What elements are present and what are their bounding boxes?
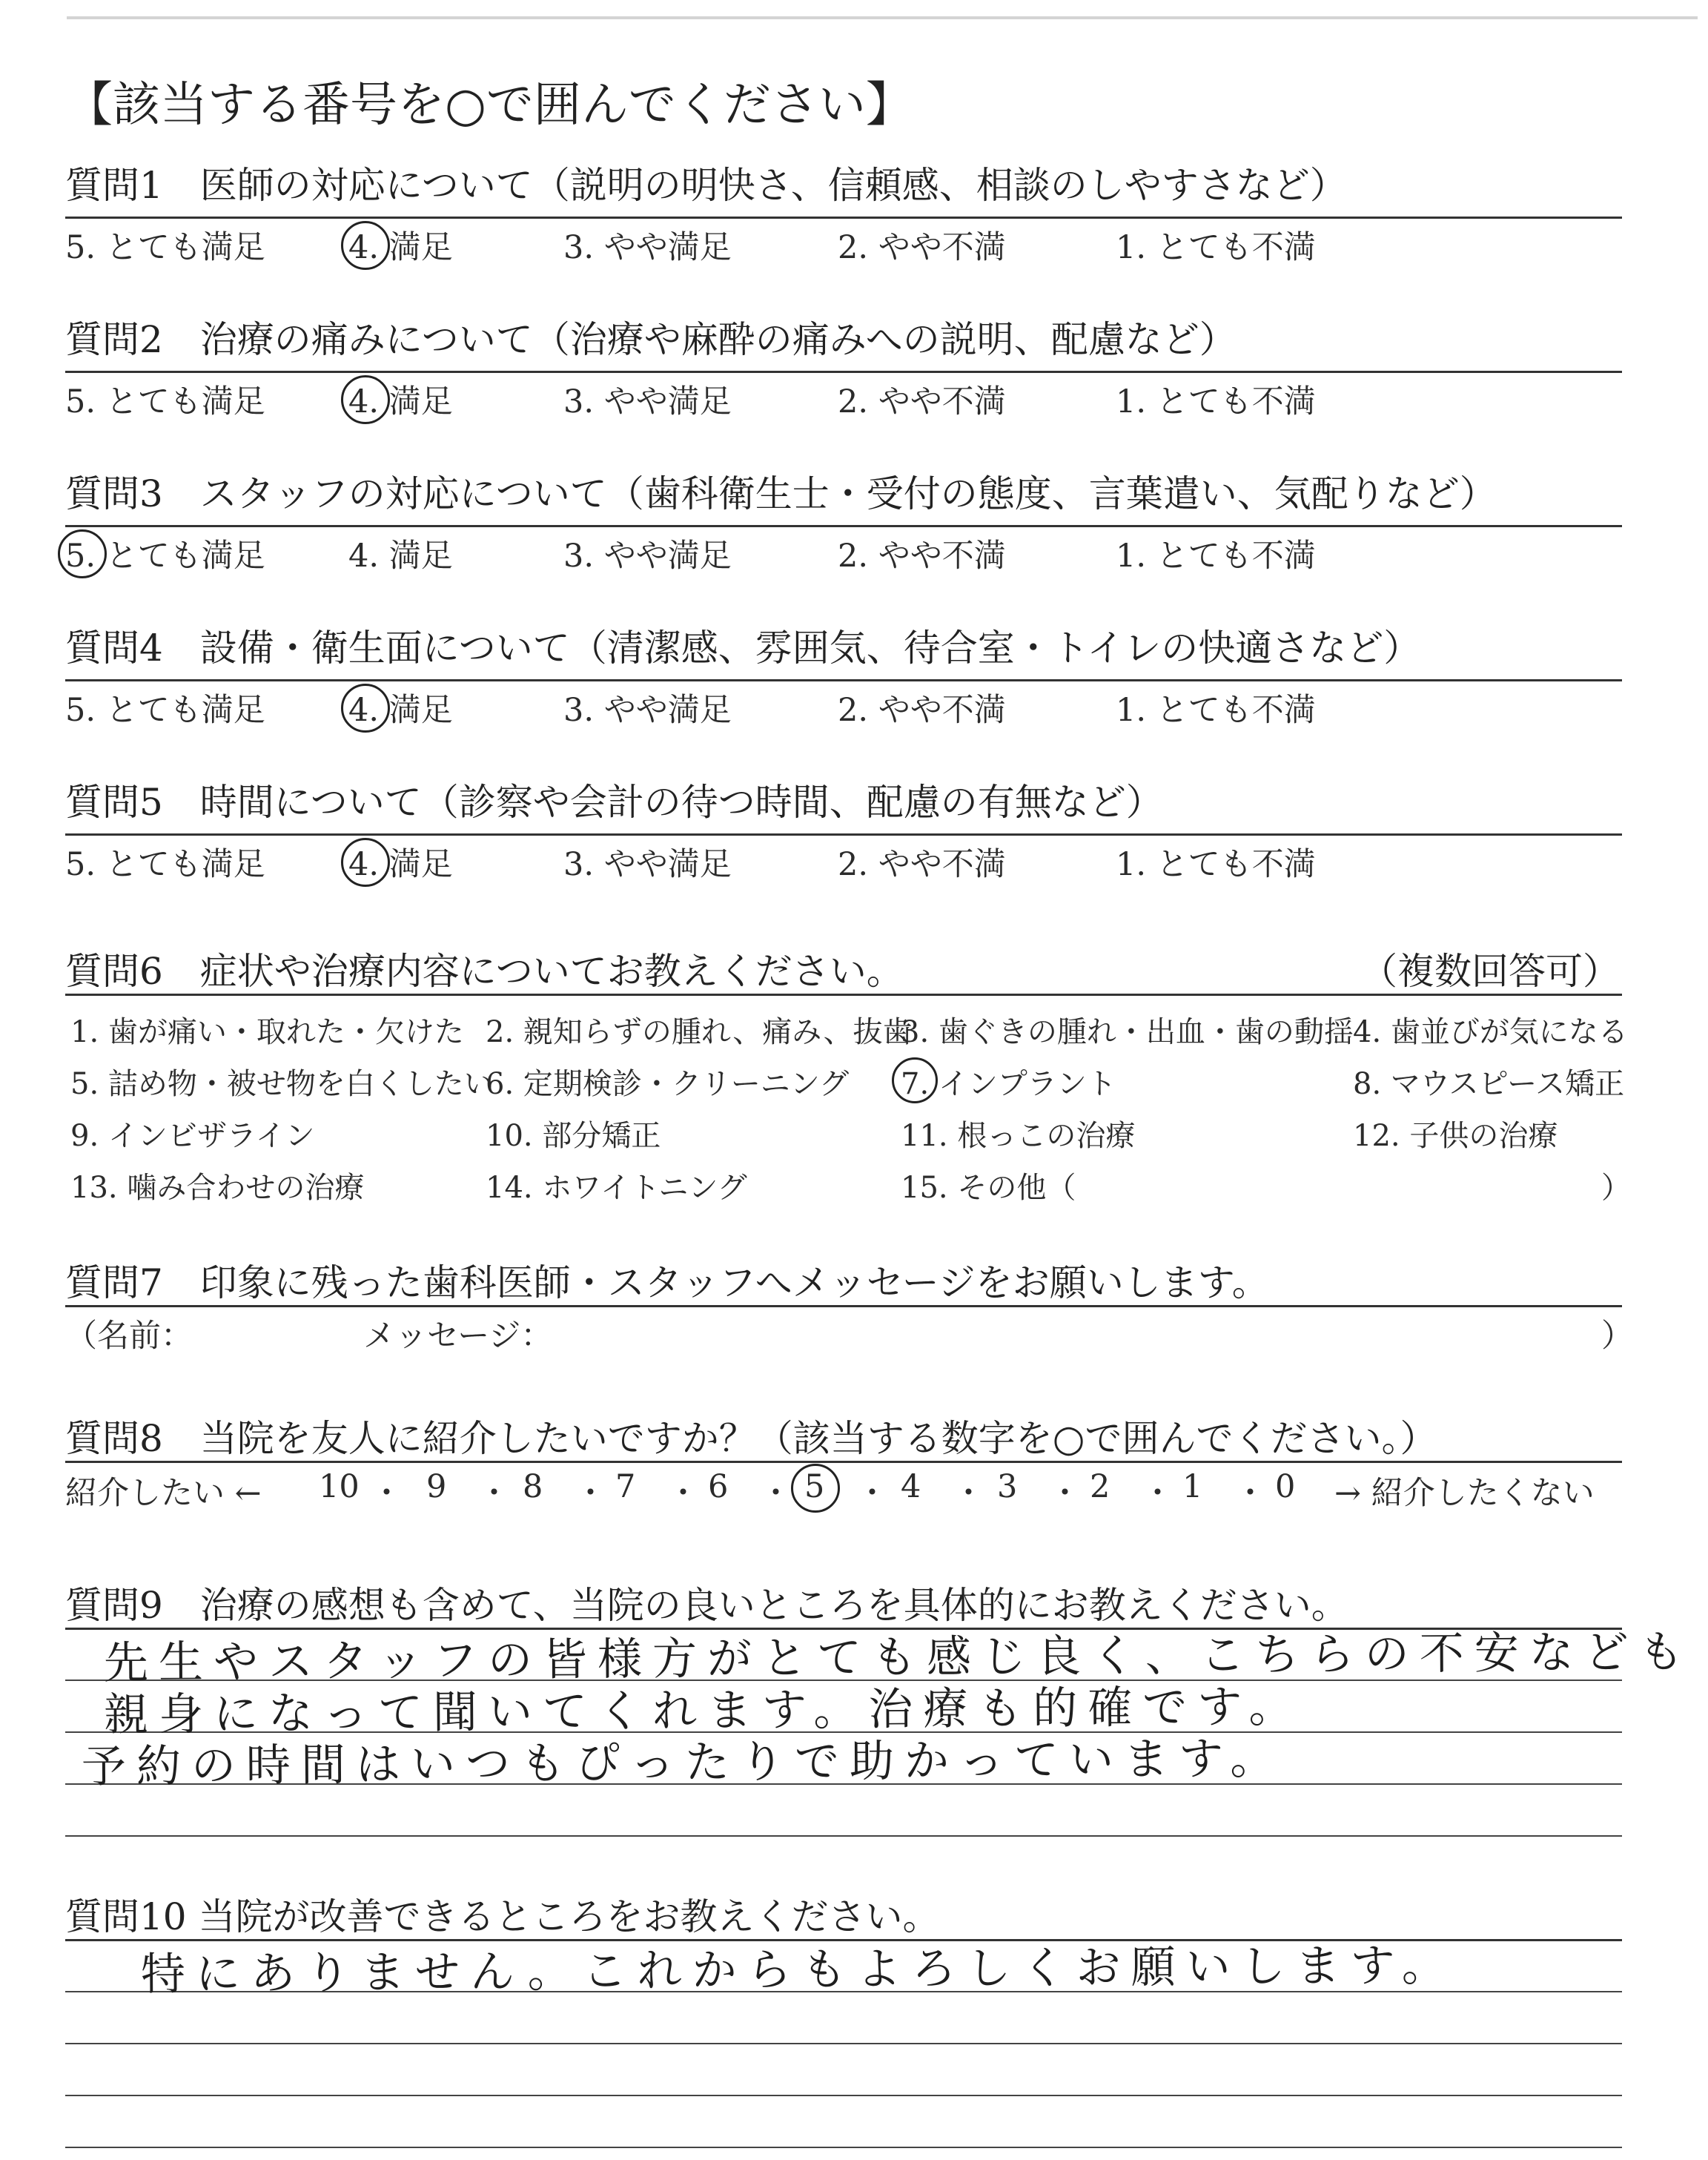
- q3-option-1: 1. とても不満: [1116, 538, 1316, 575]
- q6-option-4: 4. 歯並びが気になる: [1353, 1015, 1628, 1049]
- q9-title: 質問9 治療の感想も含めて、当院の良いところを具体的にお教えください。: [65, 1584, 1348, 1627]
- q7-rule: [65, 1305, 1622, 1307]
- q8-scale-separator: ・: [478, 1475, 510, 1512]
- q6-option-13: 13. 噛み合わせの治療: [70, 1171, 365, 1205]
- q4-selected-circle: [341, 684, 390, 733]
- q3-option-5: 5. とても満足: [65, 538, 265, 575]
- q8-scale-7: 7: [615, 1468, 636, 1505]
- q4-option-5: 5. とても満足: [65, 692, 265, 729]
- q8-scale-separator: ・: [856, 1475, 888, 1512]
- q8-scale-8: 8: [523, 1468, 543, 1505]
- q6-option-15: 15. その他（: [901, 1171, 1076, 1205]
- q8-scale-3: 3: [997, 1468, 1018, 1505]
- q6-option-3: 3. 歯ぐきの腫れ・出血・歯の動揺: [901, 1015, 1354, 1049]
- q2-title: 質問2 治療の痛みについて（治療や麻酔の痛みへの説明、配慮など）: [65, 318, 1237, 361]
- q6-option-1: 1. 歯が痛い・取れた・欠けた: [70, 1015, 464, 1049]
- q3-option-3: 3. やや満足: [563, 538, 732, 575]
- q1-rule: [65, 217, 1622, 219]
- q9-write-line: [65, 1835, 1622, 1837]
- q8-scale-separator: ・: [1234, 1475, 1266, 1512]
- q6-option-12: 12. 子供の治療: [1353, 1119, 1558, 1153]
- q3-rule: [65, 525, 1622, 527]
- q4-option-1: 1. とても不満: [1116, 692, 1316, 729]
- q6-rule: [65, 994, 1622, 996]
- q6-title: 質問6 症状や治療内容についてお教えください。: [65, 950, 904, 993]
- q6-option-10: 10. 部分矯正: [486, 1119, 661, 1153]
- q10-write-line: [65, 2147, 1622, 2148]
- q8-scale-5: 5: [804, 1468, 825, 1505]
- q9-answer-line-3: 予約の時間はいつもぴったりで助かっています。: [81, 1732, 1285, 1793]
- q1-option-5: 5. とても満足: [65, 229, 265, 266]
- q8-scale-separator: ・: [371, 1475, 403, 1512]
- q4-option-3: 3. やや満足: [563, 692, 732, 729]
- q8-scale-4: 4: [901, 1468, 921, 1505]
- q10-answer-line-1: 特にありません。これからもよろしくお願いします。: [140, 1939, 1457, 2001]
- q8-scale-9: 9: [426, 1468, 447, 1505]
- q4-title: 質問4 設備・衛生面について（清潔感、雰囲気、待合室・トイレの快適さなど）: [65, 627, 1421, 670]
- q2-option-3: 3. やや満足: [563, 383, 732, 420]
- q5-option-4: 4. 満足: [348, 846, 453, 883]
- page-top-border: [67, 16, 1698, 19]
- q6-option-5: 5. 詰め物・被せ物を白くしたい: [70, 1067, 494, 1101]
- q6-option-2: 2. 親知らずの腫れ、痛み、抜歯: [486, 1015, 913, 1049]
- q7-close-paren: ）: [1601, 1318, 1633, 1355]
- q7-message-label: メッセージ：: [363, 1318, 553, 1355]
- q5-rule: [65, 833, 1622, 836]
- q2-option-1: 1. とても不満: [1116, 383, 1316, 420]
- q1-option-4: 4. 満足: [348, 229, 453, 266]
- q1-title: 質問1 医師の対応について（説明の明快さ、信頼感、相談のしやすさなど）: [65, 164, 1347, 207]
- q5-title: 質問5 時間について（診察や会計の待つ時間、配慮の有無など）: [65, 781, 1163, 824]
- q6-multiple-note: （複数回答可）: [1360, 950, 1620, 993]
- q4-option-4: 4. 満足: [348, 692, 453, 729]
- q5-selected-circle: [341, 838, 390, 887]
- q8-scale-0: 0: [1275, 1468, 1296, 1505]
- q8-left-label: 紹介したい ←: [65, 1475, 262, 1512]
- q9-answer-line-1: 先生やスタッフの皆様方がとても感じ良く、こちらの不安なども: [103, 1626, 1695, 1689]
- q4-rule: [65, 679, 1622, 681]
- q1-selected-circle: [341, 221, 390, 270]
- q6-option-8: 8. マウスピース矯正: [1353, 1067, 1625, 1101]
- q6-option-14: 14. ホワイトニング: [486, 1171, 747, 1205]
- q2-option-2: 2. やや不満: [838, 383, 1006, 420]
- q2-rule: [65, 371, 1622, 373]
- q8-scale-separator: ・: [953, 1475, 984, 1512]
- q8-scale-6: 6: [708, 1468, 729, 1505]
- q1-option-2: 2. やや不満: [838, 229, 1006, 266]
- q8-scale-separator: ・: [667, 1475, 699, 1512]
- q8-title: 質問8 当院を友人に紹介したいですか？（該当する数字を○で囲んでください。）: [65, 1417, 1437, 1460]
- q3-option-4: 4. 満足: [348, 538, 453, 575]
- q6-other-close-paren: ）: [1601, 1171, 1631, 1205]
- q8-scale-separator: ・: [575, 1475, 606, 1512]
- q3-title: 質問3 スタッフの対応について（歯科衛生士・受付の態度、言葉遣い、気配りなど）: [65, 472, 1497, 515]
- q2-selected-circle: [341, 375, 390, 424]
- q5-option-3: 3. やや満足: [563, 846, 732, 883]
- q10-title: 質問10 当院が改善できるところをお教えください。: [65, 1895, 940, 1938]
- q6-option-7: 7. インプラント: [901, 1067, 1116, 1101]
- q5-option-2: 2. やや不満: [838, 846, 1006, 883]
- q6-option-6: 6. 定期検診・クリーニング: [486, 1067, 850, 1101]
- q5-option-1: 1. とても不満: [1116, 846, 1316, 883]
- q1-option-3: 3. やや満足: [563, 229, 732, 266]
- q8-scale-separator: ・: [1049, 1475, 1081, 1512]
- q6-option-9: 9. インビザライン: [70, 1119, 315, 1153]
- q8-scale-10: 10: [319, 1468, 360, 1505]
- q4-option-2: 2. やや不満: [838, 692, 1006, 729]
- q2-option-4: 4. 満足: [348, 383, 453, 420]
- q8-scale-separator: ・: [760, 1475, 792, 1512]
- q8-right-label: → 紹介したくない: [1334, 1475, 1595, 1512]
- q6-option-11: 11. 根っこの治療: [901, 1119, 1136, 1153]
- q2-option-5: 5. とても満足: [65, 383, 265, 420]
- q8-scale-1: 1: [1182, 1468, 1203, 1505]
- q8-selected-circle: [791, 1464, 840, 1513]
- q10-write-line: [65, 2043, 1622, 2044]
- q8-scale-separator: ・: [1142, 1475, 1174, 1512]
- q9-answer-line-2: 親身になって聞いてくれます。治療も的確です。: [103, 1680, 1304, 1741]
- q8-scale-2: 2: [1090, 1468, 1110, 1505]
- q8-rule: [65, 1461, 1622, 1463]
- q1-option-1: 1. とても不満: [1116, 229, 1316, 266]
- q3-selected-circle: [58, 529, 107, 578]
- q3-option-2: 2. やや不満: [838, 538, 1006, 575]
- q6-selected-circle: [892, 1057, 938, 1103]
- q7-title: 質問7 印象に残った歯科医師・スタッフへメッセージをお願いします。: [65, 1261, 1269, 1304]
- q10-write-line: [65, 2095, 1622, 2096]
- form-instruction-header: 【該当する番号を○で囲んでください】: [65, 78, 913, 133]
- q5-option-5: 5. とても満足: [65, 846, 265, 883]
- q7-name-label: （名前：: [65, 1318, 193, 1355]
